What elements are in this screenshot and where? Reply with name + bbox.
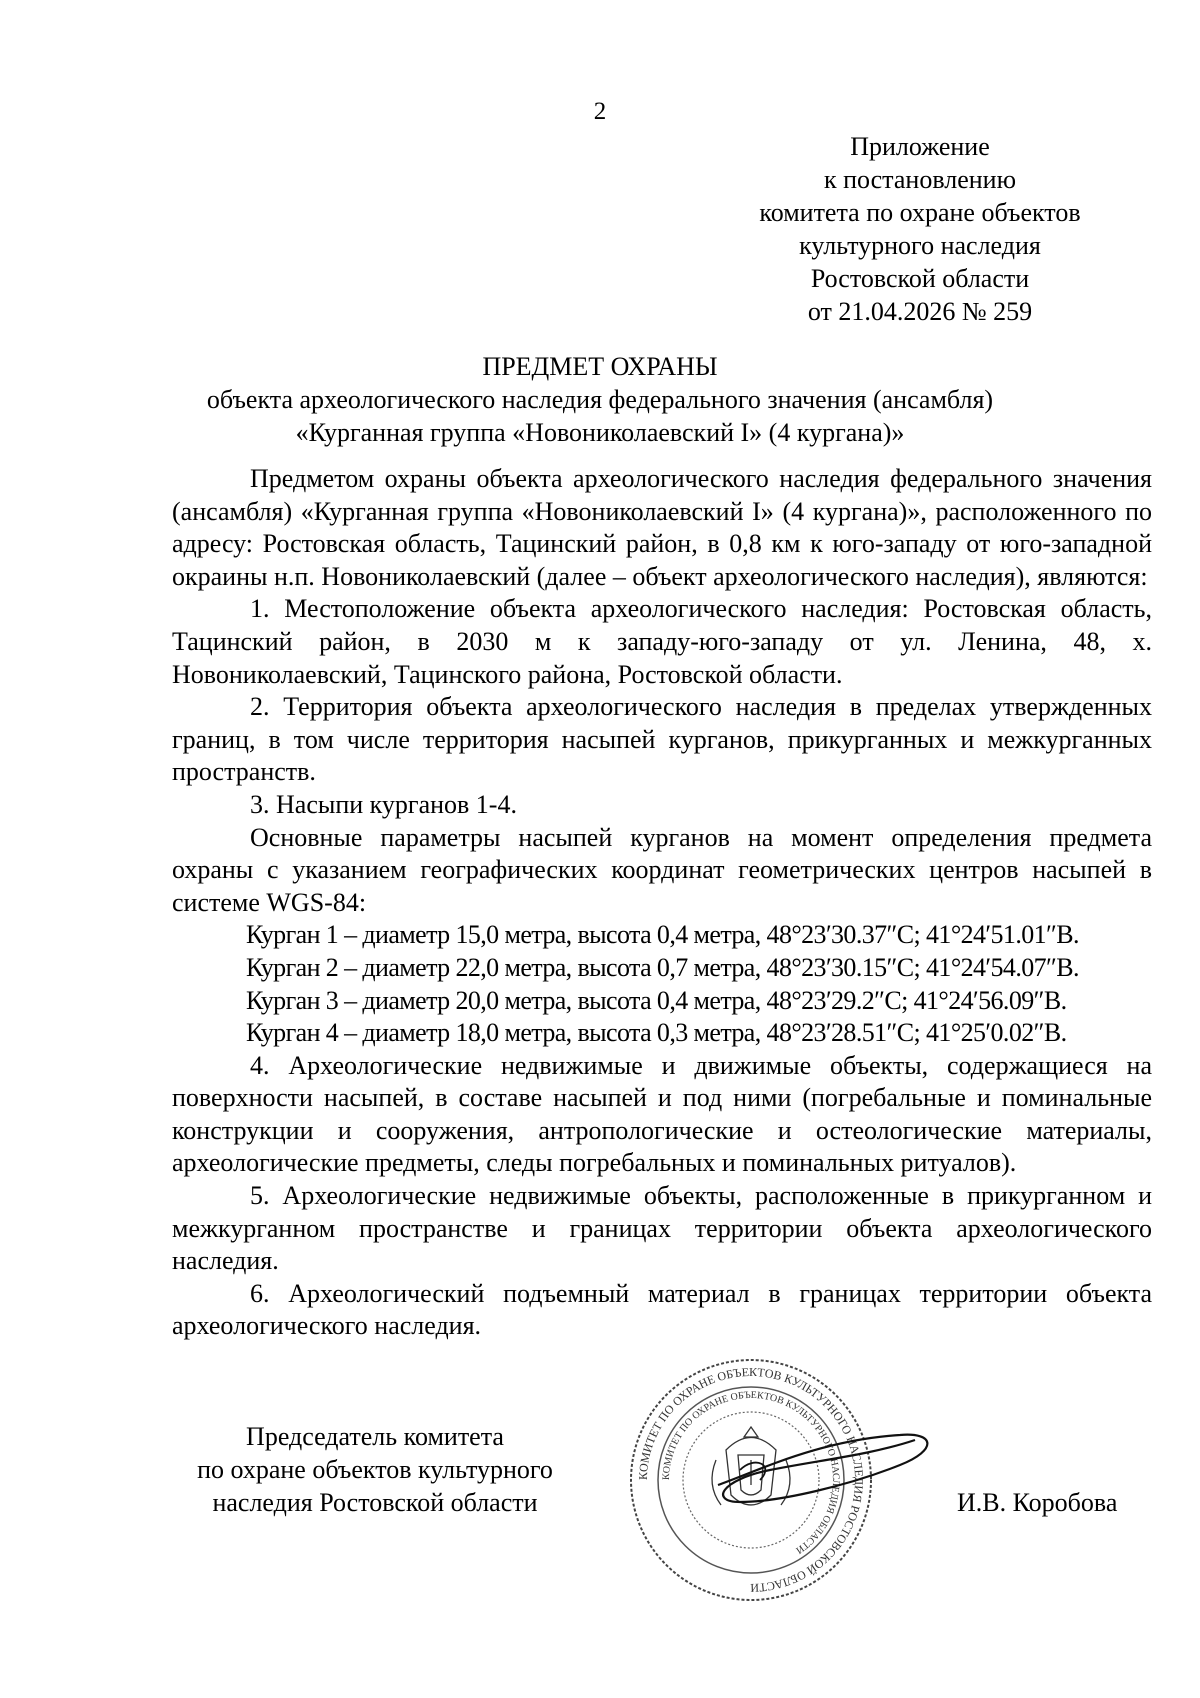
seal-outer-text: КОМИТЕТ ПО ОХРАНЕ ОБЪЕКТОВ КУЛЬТУРНОГО НАСЛЕДИЯ РОСТОВСКОЙ ОБЛАСТИ	[635, 1364, 867, 1596]
appendix-line: культурного наследия	[799, 231, 1041, 260]
kurgan-line: Курган 2 – диаметр 22,0 метра, высота 0,7 метра, 48°23′30.15″С; 41°24′54.07″В.	[246, 952, 1079, 982]
kurgan-line: Курган 1 – диаметр 15,0 метра, высота 0,4 метра, 48°23′30.37″С; 41°24′51.01″В.	[246, 920, 1079, 950]
item-paragraph: 4. Археологические недвижимые и движимые объекты, содержащиеся на поверхности насыпей, в составе насыпей и под ними (погребальные и поминальные конструкции и сооружения, антропологические и остеологические материалы, археологические предметы, следы погребальных и поминальных ритуалов).	[172, 1050, 1152, 1178]
appendix-line: Приложение	[850, 132, 990, 161]
seal-inner-text: КОМИТЕТ ПО ОХРАНЕ ОБЪЕКТОВ КУЛЬТУРНОГО НАСЛЕДИЯ ОБЛАСТИ	[660, 1389, 842, 1556]
signatory-title-line: наследия Ростовской области	[212, 1488, 538, 1517]
item-paragraph: 3. Насыпи курганов 1-4.	[250, 789, 517, 819]
appendix-line: комитета по охране объектов	[759, 198, 1081, 227]
document-body	[172, 463, 1152, 1343]
params-paragraph: Основные параметры насыпей курганов на момент определения предмета охраны с указанием географических координат геометрических центров насыпей в системе WGS-84:	[172, 822, 1152, 917]
signatory-name: И.В. Коробова	[957, 1488, 1118, 1517]
title-block	[150, 350, 1050, 449]
signatory-title-line: Председатель комитета	[246, 1422, 504, 1451]
appendix-line: Ростовской области	[810, 264, 1030, 293]
item-paragraph: 2. Территория объекта археологического наследия в пределах утвержденных границ, в том числе территория насыпей курганов, прикурганных и межкурганных пространств.	[172, 692, 1152, 787]
kurgan-line: Курган 3 – диаметр 20,0 метра, высота 0,4 метра, 48°23′29.2″С; 41°24′56.09″В.	[246, 985, 1067, 1015]
page-number: 2	[593, 98, 607, 125]
document-subheading: объекта археологического наследия федерального значения (ансамбля)	[206, 385, 994, 414]
item-paragraph: 5. Археологические недвижимые объекты, расположенные в прикурганном и межкурганном пространстве и границах территории объекта археологического наследия.	[172, 1181, 1152, 1276]
document-heading: ПРЕДМЕТ ОХРАНЫ	[482, 352, 718, 381]
signatory-title	[150, 1420, 600, 1519]
handwritten-signature	[700, 1410, 940, 1520]
document-subheading: «Курганная группа «Новониколаевский I» (4 кургана)»	[295, 418, 905, 447]
item-paragraph: 6. Археологический подъемный материал в границах территории объекта археологического наследия.	[172, 1278, 1152, 1341]
appendix-line: к постановлению	[823, 165, 1017, 194]
signatory-title-line: по охране объектов культурного	[197, 1455, 553, 1484]
appendix-line: от 21.04.2026 № 259	[807, 297, 1033, 326]
intro-paragraph: Предметом охраны объекта археологического наследия федерального значения (ансамбля) «Курганная группа «Новониколаевский I» (4 кургана)», расположенного по адресу: Ростовская область, Тацинский район, в 0,8 км к юго-западу от юго-западной окраины н.п. Новониколаевский (далее – объект археологического наследия), являются:	[172, 464, 1152, 591]
item-paragraph: 1. Местоположение объекта археологического наследия: Ростовская область, Тацинский район, в 2030 м к западу-юго-западу от ул. Ленина, 48, х. Новониколаевский, Тацинского района, Ростовской области.	[172, 594, 1152, 689]
appendix-block	[700, 130, 1140, 328]
kurgan-line: Курган 4 – диаметр 18,0 метра, высота 0,3 метра, 48°23′28.51″С; 41°25′0.02″В.	[246, 1018, 1067, 1048]
